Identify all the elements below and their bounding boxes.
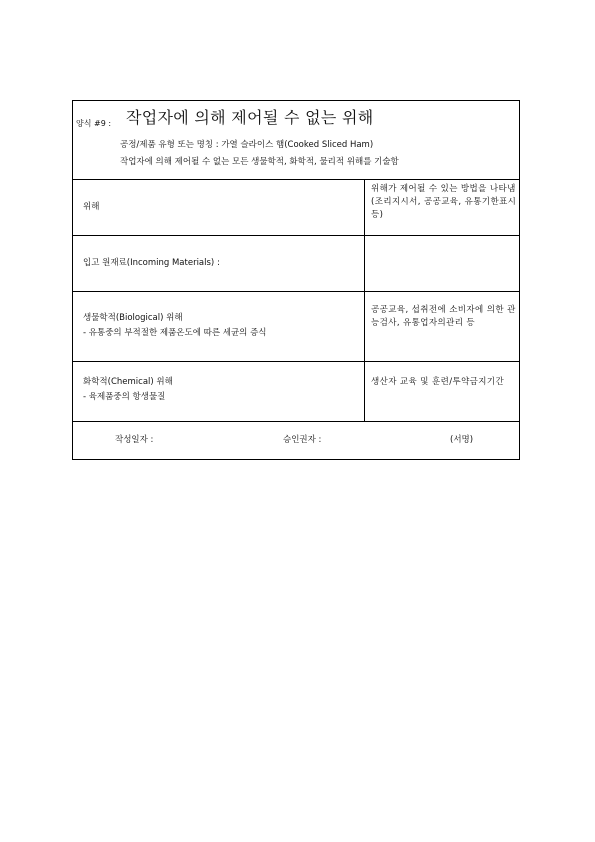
divider — [73, 291, 519, 292]
hazard-cell: 화학적(Chemical) 위해 — [83, 377, 173, 387]
divider — [73, 361, 519, 362]
column-divider — [364, 179, 365, 421]
hazard-detail: - 유통중의 부적절한 제품온도에 따른 세균의 증식 — [83, 328, 267, 338]
approver-label: 승인권자 : — [283, 435, 322, 445]
column-header-hazard: 위해 — [83, 202, 100, 212]
signature-label: (서명) — [450, 435, 474, 445]
hazard-cell: 입고 원재료(Incoming Materials) : — [83, 258, 220, 268]
divider — [73, 235, 519, 236]
instruction-text: 작업자에 의해 제어될 수 없는 모든 생물학적, 화학적, 물리적 위해를 기술함 — [120, 157, 399, 167]
product-line: 공정/제품 유형 또는 명칭 : 가열 슬라이스 햄(Cooked Sliced Ham) — [120, 140, 374, 150]
divider — [73, 421, 519, 422]
form-number: 양식 #9 : — [76, 119, 112, 128]
hazard-detail: - 육제품중의 항생물질 — [83, 392, 166, 402]
form-title: 작업자에 의해 제어될 수 없는 위해 — [126, 108, 374, 127]
hazard-form — [72, 100, 520, 460]
author-date-label: 작성일자 : — [115, 435, 154, 445]
control-method-cell: 공공교육, 섭취전에 소비자에 의한 관능검사, 유통업자의관리 등 — [371, 305, 516, 328]
control-method-cell: 생산자 교육 및 훈련/투약금지기간 — [371, 377, 505, 387]
divider — [73, 179, 519, 180]
column-header-method: 위해가 제어될 수 있는 방법을 나타냄(조리지시서, 공공교육, 유통기한표시 등) — [371, 184, 517, 220]
hazard-cell: 생물학적(Biological) 위해 — [83, 313, 183, 323]
